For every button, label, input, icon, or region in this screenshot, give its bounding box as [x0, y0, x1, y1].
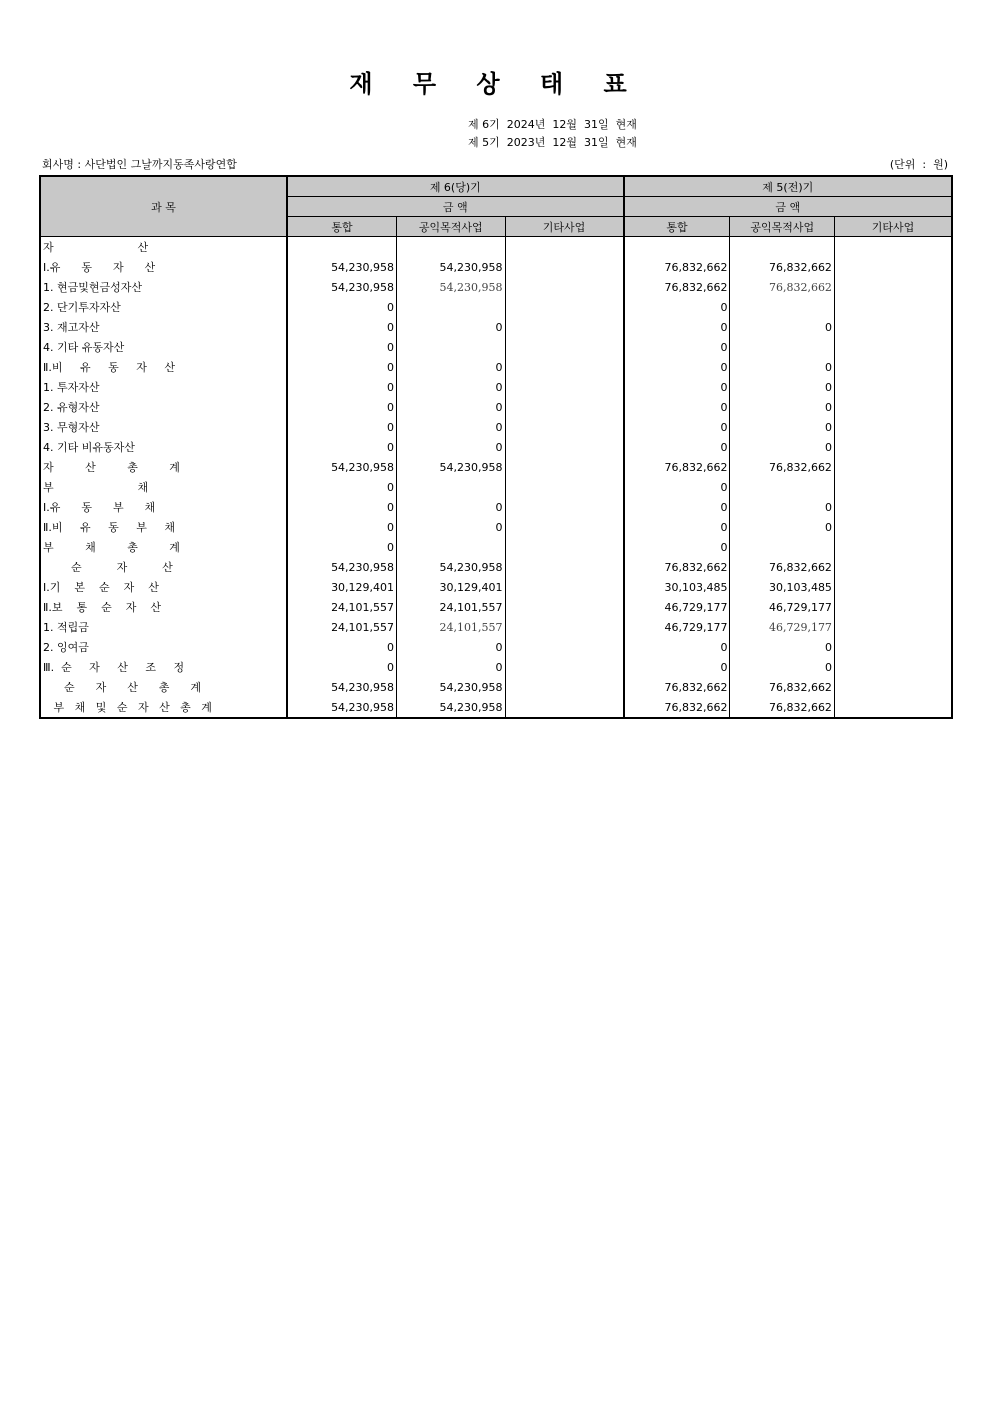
current-public-cell	[397, 337, 505, 357]
current-public-cell: 0	[397, 317, 505, 337]
page-title: 재 무 상 태 표	[349, 70, 643, 98]
current-public-cell: 54,230,958	[397, 277, 505, 297]
prior-other-cell	[834, 557, 952, 577]
prior-other-cell	[834, 277, 952, 297]
account-name: 2. 유형자산	[40, 397, 287, 417]
prior-public-cell: 76,832,662	[730, 677, 834, 697]
current-public-cell: 54,230,958	[397, 257, 505, 277]
currency-unit: (단위 : 원)	[889, 158, 948, 171]
current-total-cell: 0	[287, 637, 396, 657]
table-row	[40, 577, 952, 597]
current-total-cell: 54,230,958	[287, 457, 396, 477]
account-name: 3. 무형자산	[40, 417, 287, 437]
current-other-cell	[505, 577, 624, 597]
account-name: Ⅱ.보 통 순 자 산	[40, 597, 287, 617]
prior-other-cell	[834, 657, 952, 677]
current-other-header: 기타사업	[505, 217, 624, 237]
current-public-cell: 30,129,401	[397, 577, 505, 597]
prior-total-cell: 0	[624, 417, 730, 437]
prior-public-header: 공익목적사업	[730, 217, 834, 237]
current-public-header: 공익목적사업	[397, 217, 505, 237]
table-body	[40, 237, 952, 719]
prior-public-cell: 0	[730, 377, 834, 397]
prior-amount-header: 금 액	[624, 197, 952, 217]
account-name: 순 자 산 총 계	[40, 677, 287, 697]
prior-other-cell	[834, 357, 952, 377]
table-row	[40, 317, 952, 337]
prior-total-cell: 0	[624, 317, 730, 337]
table-row	[40, 377, 952, 397]
prior-other-cell	[834, 497, 952, 517]
prior-other-cell	[834, 417, 952, 437]
current-other-cell	[505, 417, 624, 437]
prior-public-cell: 0	[730, 357, 834, 377]
current-public-cell: 0	[397, 497, 505, 517]
prior-public-cell: 0	[730, 417, 834, 437]
table-header	[40, 176, 952, 237]
table-row	[40, 417, 952, 437]
prior-total-cell: 0	[624, 477, 730, 497]
prior-other-cell	[834, 597, 952, 617]
table-row	[40, 497, 952, 517]
current-public-cell: 0	[397, 357, 505, 377]
prior-total-cell: 0	[624, 537, 730, 557]
current-amount-header: 금 액	[287, 197, 623, 217]
prior-total-cell: 0	[624, 497, 730, 517]
account-name: 자 산	[40, 237, 287, 258]
prior-total-cell: 0	[624, 437, 730, 457]
prior-other-cell	[834, 537, 952, 557]
current-public-cell: 0	[397, 437, 505, 457]
current-total-cell: 24,101,557	[287, 597, 396, 617]
prior-total-cell: 0	[624, 297, 730, 317]
current-total-cell: 30,129,401	[287, 577, 396, 597]
current-total-cell: 0	[287, 497, 396, 517]
table-row	[40, 517, 952, 537]
current-other-cell	[505, 477, 624, 497]
prior-total-cell: 0	[624, 637, 730, 657]
prior-public-cell	[730, 337, 834, 357]
current-other-cell	[505, 237, 624, 258]
prior-public-cell	[730, 297, 834, 317]
account-name: Ⅲ. 순 자 산 조 정	[40, 657, 287, 677]
table-row	[40, 657, 952, 677]
prior-other-cell	[834, 637, 952, 657]
table-row	[40, 637, 952, 657]
prior-other-cell	[834, 677, 952, 697]
current-other-cell	[505, 557, 624, 577]
prior-public-cell: 46,729,177	[730, 617, 834, 637]
current-total-cell: 0	[287, 297, 396, 317]
current-total-cell: 0	[287, 357, 396, 377]
account-name: 4. 기타 비유동자산	[40, 437, 287, 457]
current-total-cell: 54,230,958	[287, 257, 396, 277]
current-public-cell	[397, 297, 505, 317]
prior-total-cell	[624, 237, 730, 258]
account-name: 부 채 및 순 자 산 총 계	[40, 697, 287, 718]
prior-other-cell	[834, 257, 952, 277]
prior-total-cell: 46,729,177	[624, 617, 730, 637]
account-name: 4. 기타 유동자산	[40, 337, 287, 357]
current-public-cell: 0	[397, 657, 505, 677]
prior-other-cell	[834, 517, 952, 537]
table-row	[40, 257, 952, 277]
prior-public-cell	[730, 537, 834, 557]
current-other-cell	[505, 257, 624, 277]
current-other-cell	[505, 497, 624, 517]
prior-public-cell: 0	[730, 637, 834, 657]
account-name: 1. 현금및현금성자산	[40, 277, 287, 297]
account-name: 부 채 총 계	[40, 537, 287, 557]
prior-other-cell	[834, 317, 952, 337]
current-public-cell: 54,230,958	[397, 697, 505, 718]
current-other-cell	[505, 397, 624, 417]
prior-total-cell: 76,832,662	[624, 257, 730, 277]
account-header: 과 목	[40, 176, 287, 237]
current-total-cell: 0	[287, 657, 396, 677]
current-other-cell	[505, 357, 624, 377]
prior-other-cell	[834, 617, 952, 637]
table-row	[40, 617, 952, 637]
current-other-cell	[505, 277, 624, 297]
current-total-cell: 0	[287, 437, 396, 457]
table-row	[40, 457, 952, 477]
table-row	[40, 277, 952, 297]
current-total-cell: 54,230,958	[287, 557, 396, 577]
account-name: 1. 투자자산	[40, 377, 287, 397]
prior-total-cell: 46,729,177	[624, 597, 730, 617]
current-public-cell: 54,230,958	[397, 677, 505, 697]
account-name: Ⅰ.유 동 자 산	[40, 257, 287, 277]
prior-other-header: 기타사업	[834, 217, 952, 237]
prior-other-cell	[834, 477, 952, 497]
prior-other-cell	[834, 397, 952, 417]
table-row	[40, 677, 952, 697]
current-public-cell: 0	[397, 517, 505, 537]
current-public-cell	[397, 477, 505, 497]
current-total-cell: 24,101,557	[287, 617, 396, 637]
current-other-cell	[505, 697, 624, 718]
account-name: 부 채	[40, 477, 287, 497]
prior-public-cell: 0	[730, 657, 834, 677]
prior-total-cell: 0	[624, 657, 730, 677]
balance-sheet-table	[39, 175, 953, 719]
current-public-cell: 0	[397, 417, 505, 437]
prior-other-cell	[834, 697, 952, 718]
current-total-cell: 54,230,958	[287, 677, 396, 697]
current-other-cell	[505, 297, 624, 317]
prior-public-cell: 76,832,662	[730, 457, 834, 477]
current-total-cell: 0	[287, 477, 396, 497]
current-other-cell	[505, 637, 624, 657]
account-name: 2. 단기투자자산	[40, 297, 287, 317]
account-name: 1. 적립금	[40, 617, 287, 637]
prior-total-cell: 76,832,662	[624, 557, 730, 577]
prior-other-cell	[834, 297, 952, 317]
prior-total-cell: 76,832,662	[624, 677, 730, 697]
table-row	[40, 557, 952, 577]
current-other-cell	[505, 517, 624, 537]
prior-period-header: 제 5(전)기	[624, 176, 952, 197]
current-public-cell	[397, 537, 505, 557]
account-name: Ⅱ.비 유 동 부 채	[40, 517, 287, 537]
prior-public-cell: 0	[730, 317, 834, 337]
prior-other-cell	[834, 437, 952, 457]
current-other-cell	[505, 677, 624, 697]
table-row	[40, 697, 952, 718]
prior-total-cell: 0	[624, 377, 730, 397]
table-row	[40, 357, 952, 377]
current-total-cell: 0	[287, 317, 396, 337]
prior-period-date: 제 5기 2023년 12월 31일 현재	[468, 136, 637, 149]
prior-total-cell: 76,832,662	[624, 697, 730, 718]
prior-other-cell	[834, 457, 952, 477]
current-public-cell: 24,101,557	[397, 597, 505, 617]
account-name: Ⅰ.기 본 순 자 산	[40, 577, 287, 597]
current-public-cell: 0	[397, 637, 505, 657]
current-total-cell: 0	[287, 397, 396, 417]
account-name: 2. 잉여금	[40, 637, 287, 657]
prior-other-cell	[834, 577, 952, 597]
current-total-cell: 0	[287, 417, 396, 437]
table-row	[40, 237, 952, 258]
current-other-cell	[505, 597, 624, 617]
prior-public-cell: 30,103,485	[730, 577, 834, 597]
current-period-date: 제 6기 2024년 12월 31일 현재	[468, 118, 637, 131]
prior-public-cell: 46,729,177	[730, 597, 834, 617]
prior-total-header: 통합	[624, 217, 730, 237]
current-public-cell: 54,230,958	[397, 557, 505, 577]
prior-other-cell	[834, 337, 952, 357]
prior-public-cell: 0	[730, 497, 834, 517]
current-other-cell	[505, 317, 624, 337]
account-name: 3. 재고자산	[40, 317, 287, 337]
prior-total-cell: 30,103,485	[624, 577, 730, 597]
table-row	[40, 337, 952, 357]
current-other-cell	[505, 657, 624, 677]
prior-public-cell	[730, 237, 834, 258]
current-total-cell: 0	[287, 337, 396, 357]
account-name: Ⅱ.비 유 동 자 산	[40, 357, 287, 377]
prior-public-cell: 0	[730, 437, 834, 457]
prior-total-cell: 0	[624, 397, 730, 417]
current-public-cell: 24,101,557	[397, 617, 505, 637]
table-row	[40, 597, 952, 617]
prior-total-cell: 0	[624, 517, 730, 537]
current-period-header: 제 6(당)기	[287, 176, 623, 197]
company-name: 회사명 : 사단법인 그날까지동족사랑연합	[42, 158, 237, 171]
current-total-cell: 54,230,958	[287, 697, 396, 718]
prior-total-cell: 76,832,662	[624, 457, 730, 477]
current-public-cell: 54,230,958	[397, 457, 505, 477]
prior-public-cell: 0	[730, 397, 834, 417]
current-public-cell: 0	[397, 377, 505, 397]
prior-total-cell: 0	[624, 337, 730, 357]
current-total-header: 통합	[287, 217, 396, 237]
account-name: Ⅰ.유 동 부 채	[40, 497, 287, 517]
account-name: 순 자 산	[40, 557, 287, 577]
prior-public-cell: 76,832,662	[730, 557, 834, 577]
prior-total-cell: 76,832,662	[624, 277, 730, 297]
current-public-cell: 0	[397, 397, 505, 417]
table-row	[40, 477, 952, 497]
prior-public-cell	[730, 477, 834, 497]
table-row	[40, 537, 952, 557]
table-row	[40, 297, 952, 317]
prior-public-cell: 76,832,662	[730, 257, 834, 277]
prior-total-cell: 0	[624, 357, 730, 377]
account-name: 자 산 총 계	[40, 457, 287, 477]
current-total-cell	[287, 237, 396, 258]
current-other-cell	[505, 377, 624, 397]
current-total-cell: 0	[287, 377, 396, 397]
current-other-cell	[505, 437, 624, 457]
prior-other-cell	[834, 237, 952, 258]
prior-public-cell: 76,832,662	[730, 697, 834, 718]
current-total-cell: 0	[287, 537, 396, 557]
prior-public-cell: 76,832,662	[730, 277, 834, 297]
prior-public-cell: 0	[730, 517, 834, 537]
current-other-cell	[505, 337, 624, 357]
current-other-cell	[505, 457, 624, 477]
current-total-cell: 54,230,958	[287, 277, 396, 297]
current-other-cell	[505, 617, 624, 637]
current-other-cell	[505, 537, 624, 557]
table-row	[40, 437, 952, 457]
table-row	[40, 397, 952, 417]
prior-other-cell	[834, 377, 952, 397]
current-public-cell	[397, 237, 505, 258]
current-total-cell: 0	[287, 517, 396, 537]
